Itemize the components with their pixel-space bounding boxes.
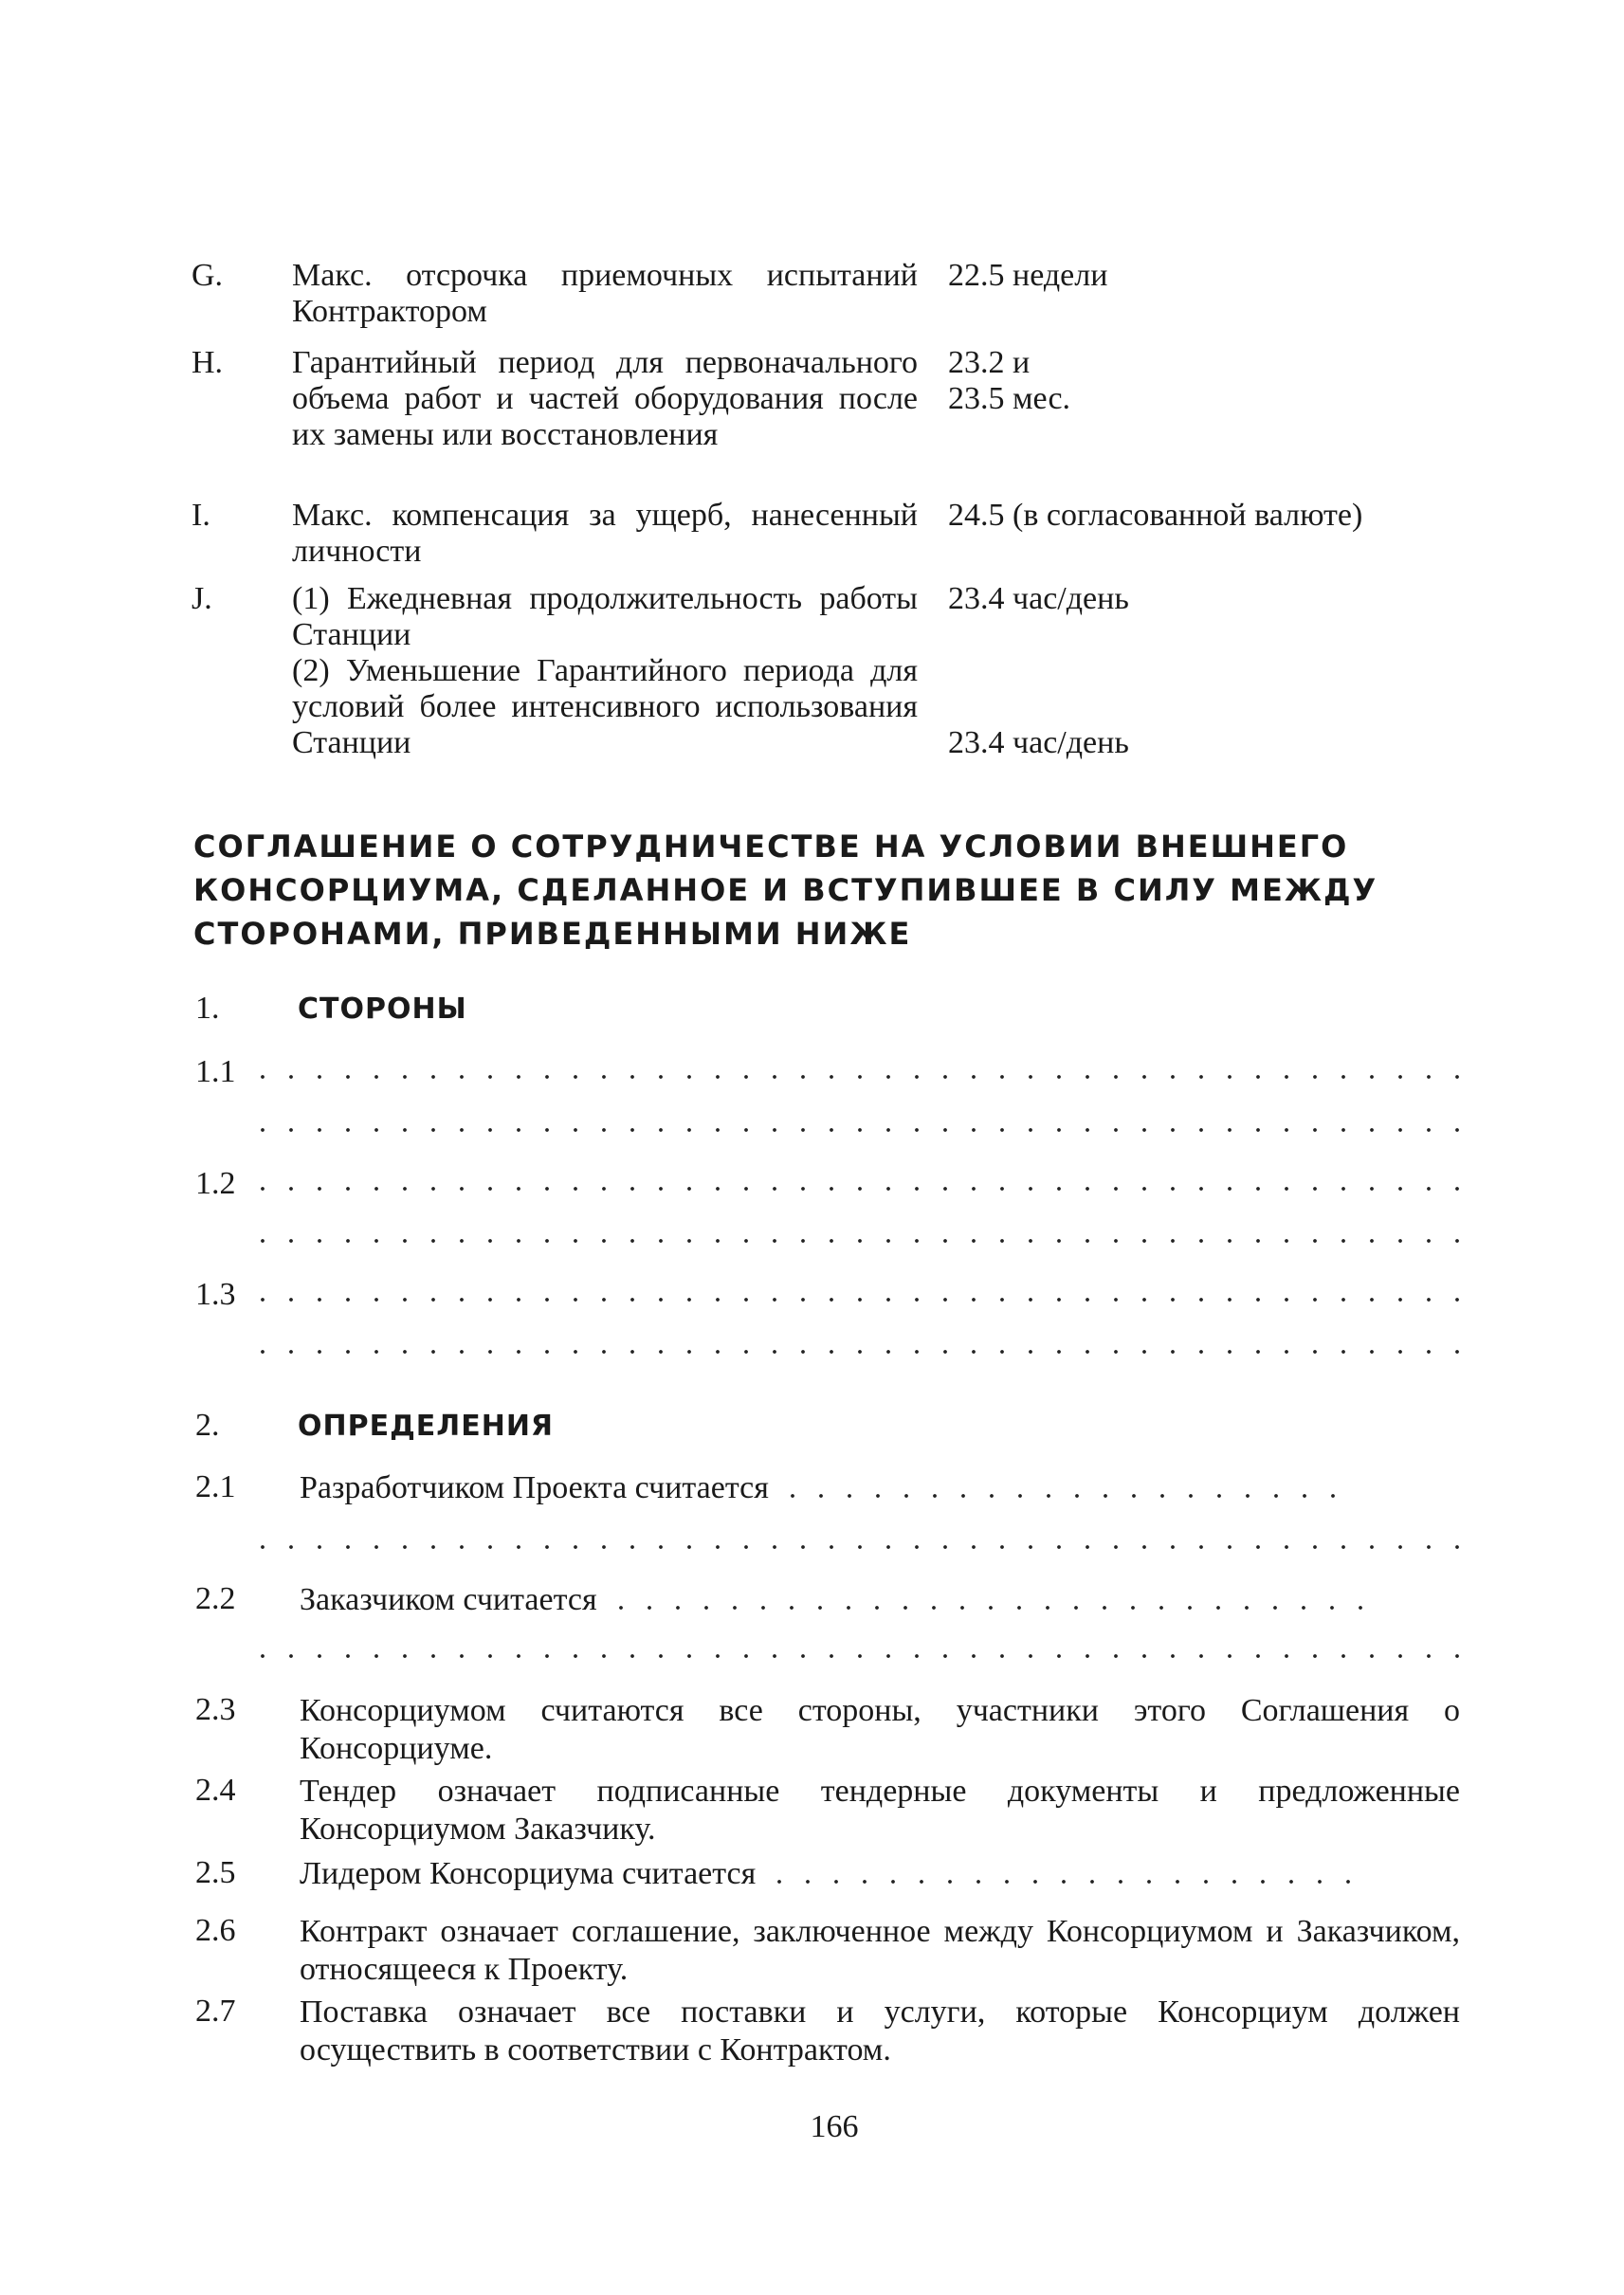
row-letter: G. bbox=[192, 258, 224, 293]
fill-in-line bbox=[248, 1239, 1464, 1243]
item-number: 1.1 bbox=[195, 1054, 236, 1089]
fill-in-line bbox=[778, 1494, 1347, 1498]
definition-label: Заказчиком считается bbox=[300, 1582, 597, 1617]
item-number: 2.7 bbox=[195, 1994, 236, 2029]
fill-in-line bbox=[607, 1606, 1375, 1610]
page-number: 166 bbox=[810, 2109, 859, 2144]
reference-line: 22.5 недели bbox=[948, 258, 1108, 293]
fill-in-line bbox=[248, 1075, 1464, 1079]
row-description-part2: (2) Уменьшение Гарантийного периода для условий более интенсивного использования Станции bbox=[292, 653, 918, 760]
section-number: 1. bbox=[195, 991, 220, 1026]
row-description: Макс. компенсация за ущерб, нанесенный личности bbox=[292, 498, 918, 569]
reference-line: 23.2 и bbox=[948, 345, 1031, 380]
row-letter: J. bbox=[192, 581, 212, 616]
fill-in-line bbox=[765, 1880, 1353, 1884]
agreement-heading: СОГЛАШЕНИЕ О СОТРУДНИЧЕСТВЕ НА УСЛОВИИ ВНЕШНЕГО КОНСОРЦИУМА, СДЕЛАННОЕ И ВСТУПИВШЕЕ В СИЛУ МЕЖДУ СТОРОНАМИ, ПРИВЕДЕННЫМИ НИЖЕ bbox=[193, 829, 1378, 952]
row-description: Гарантийный период для первоначального объема работ и частей оборудования после их замены или восстановления bbox=[292, 345, 918, 452]
item-number: 1.2 bbox=[195, 1166, 236, 1201]
row-letter: H. bbox=[192, 345, 224, 380]
fill-in-line bbox=[248, 1298, 1464, 1302]
fill-in-line bbox=[248, 1128, 1464, 1132]
section-title: ОПРЕДЕЛЕНИЯ bbox=[298, 1410, 555, 1443]
definition-text: Контракт означает соглашение, заключенное между Консорциумом и Заказчиком, относящееся к Проекту. bbox=[300, 1914, 1460, 1987]
definition-text: Тендер означает подписанные тендерные документы и предложенные Консорциумом Заказчику. bbox=[300, 1774, 1460, 1847]
definition-label: Разработчиком Проекта считается bbox=[300, 1470, 769, 1505]
reference-line: 23.4 час/день bbox=[948, 581, 1129, 616]
reference-line: 24.5 (в согласованной валюте) bbox=[948, 498, 1363, 533]
reference-line: 23.5 мес. bbox=[948, 381, 1071, 416]
reference-line: 23.4 час/день bbox=[948, 725, 1129, 760]
item-number: 1.3 bbox=[195, 1277, 236, 1312]
item-number: 2.4 bbox=[195, 1773, 236, 1808]
definition-text bbox=[300, 1581, 1460, 1619]
definition-text bbox=[300, 1855, 1460, 1893]
fill-in-line bbox=[248, 1545, 1464, 1549]
fill-in-line bbox=[248, 1187, 1464, 1191]
item-number: 2.6 bbox=[195, 1913, 236, 1948]
item-number: 2.5 bbox=[195, 1855, 236, 1890]
section-title: СТОРОНЫ bbox=[298, 993, 467, 1026]
item-number: 2.3 bbox=[195, 1692, 236, 1727]
row-description bbox=[292, 581, 918, 761]
row-description: Макс. отсрочка приемочных испытаний Контрактором bbox=[292, 258, 918, 329]
item-number: 2.2 bbox=[195, 1581, 236, 1616]
definition-text bbox=[300, 1469, 1460, 1507]
definition-text: Поставка означает все поставки и услуги, которые Консорциум должен осуществить в соответствии с Контрактом. bbox=[300, 1994, 1460, 2067]
row-letter: I. bbox=[192, 498, 210, 533]
row-description-part1: (1) Ежедневная продолжительность работы Станции bbox=[292, 581, 918, 652]
definition-label: Лидером Консорциума считается bbox=[300, 1856, 757, 1891]
item-number: 2.1 bbox=[195, 1469, 236, 1504]
definition-text: Консорциумом считаются все стороны, участники этого Соглашения о Консорциуме. bbox=[300, 1693, 1460, 1766]
fill-in-line bbox=[248, 1654, 1464, 1658]
fill-in-line bbox=[248, 1350, 1464, 1354]
section-number: 2. bbox=[195, 1408, 220, 1443]
